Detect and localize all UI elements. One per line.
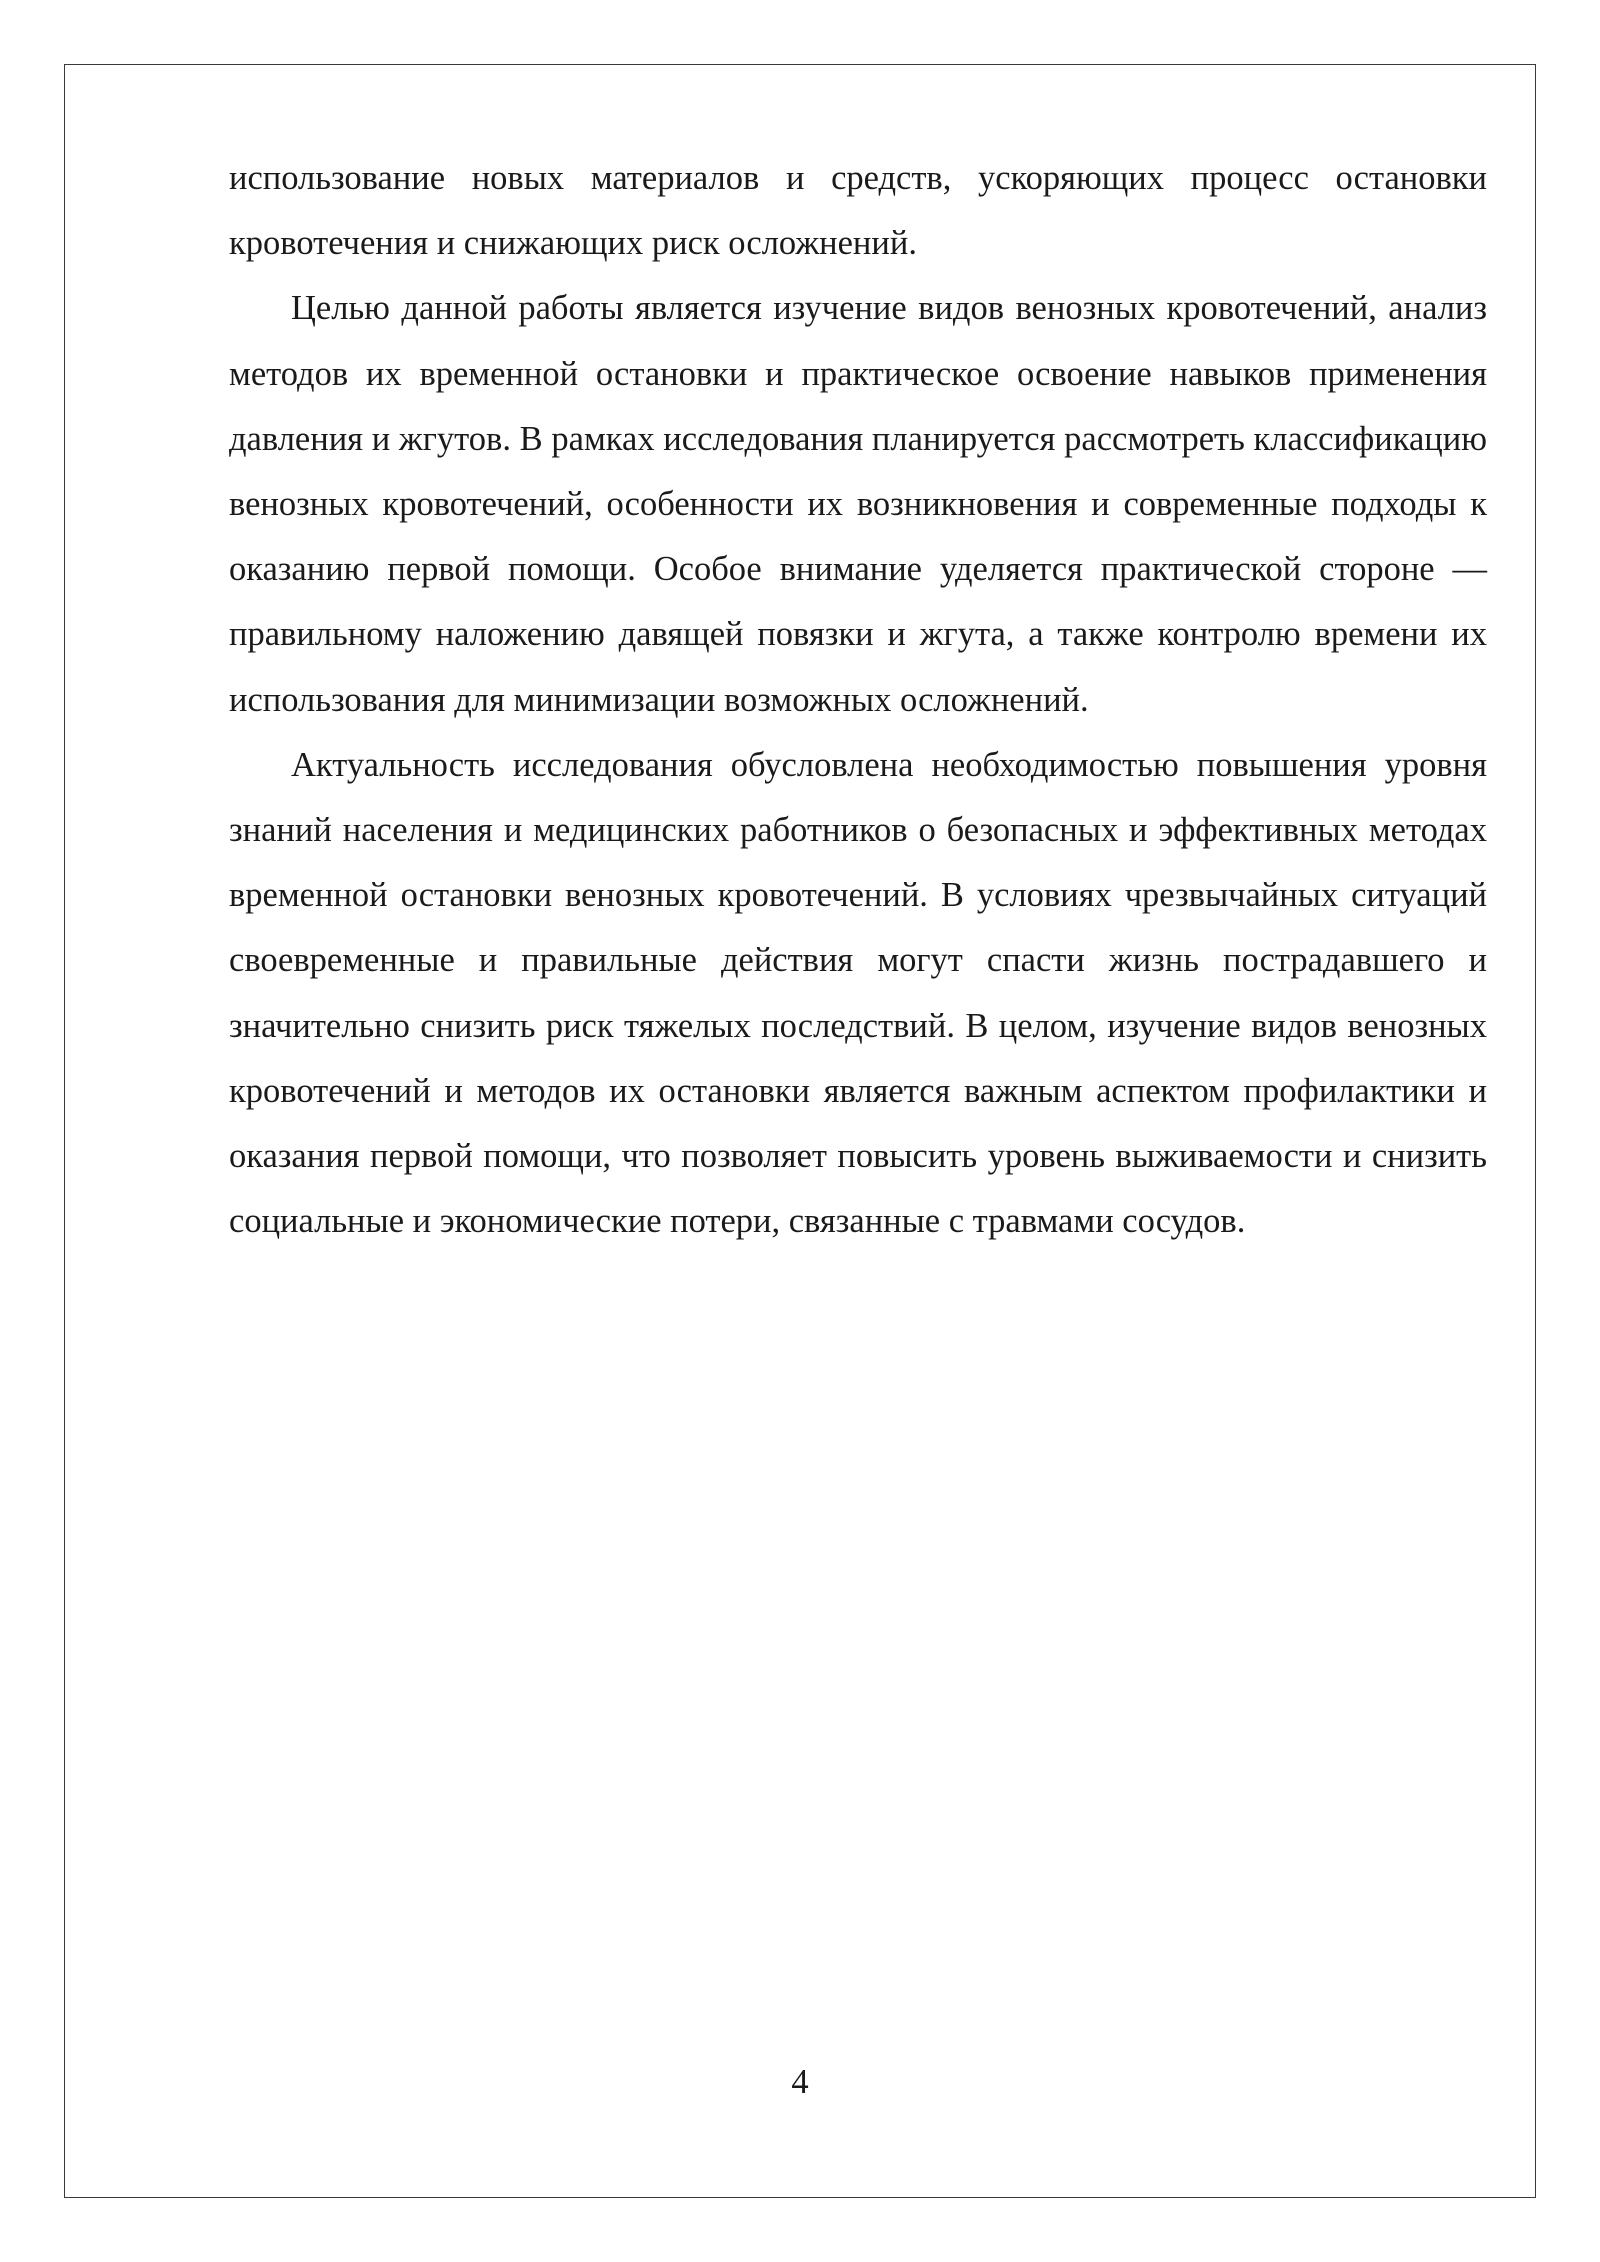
paragraph-continuation: использование новых материалов и средств, ускоряющих процесс остановки кровотечения и снижающих риск осложнений. bbox=[229, 159, 1487, 263]
paragraph-purpose: Целью данной работы является изучение видов венозных кровотечений, анализ методов их временной остановки и практическое освоение навыков применения давления и жгутов. В рамках исследования планируется рассмотреть классификацию венозных кровотечений, особенности их возникновения и современные подходы к оказанию первой помощи. Особое внимание уделяется практической стороне — правильному наложению давящей повязки и жгута, а также контролю времени их использования для минимизации возможных осложнений. bbox=[229, 289, 1487, 719]
document-body bbox=[229, 146, 1487, 1254]
paragraph-relevance: Актуальность исследования обусловлена необходимостью повышения уровня знаний населения и медицинских работников о безопасных и эффективных методах временной остановки венозных кровотечений. В условиях чрезвычайных ситуаций своевременные и правильные действия могут спасти жизнь пострадавшего и значительно снизить риск тяжелых последствий. В целом, изучение видов венозных кровотечений и методов их остановки является важным аспектом профилактики и оказания первой помощи, что позволяет повысить уровень выживаемости и снизить социальные и экономические потери, связанные с травмами сосудов. bbox=[229, 745, 1487, 1241]
page-number: 4 bbox=[791, 2063, 809, 2101]
